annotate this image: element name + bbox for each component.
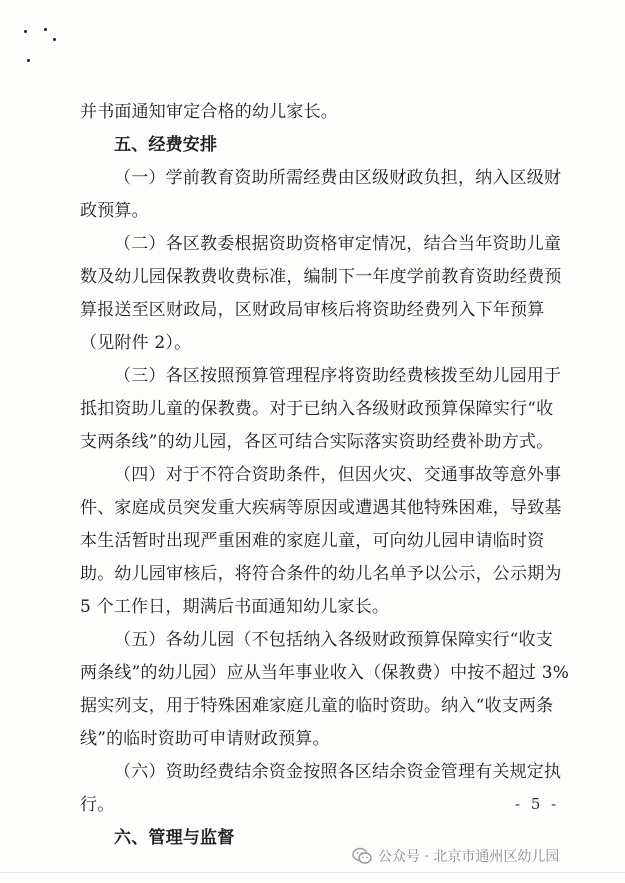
paragraph-line: 算报送至区财政局，区财政局审核后将资助经费列入下年预算 (80, 300, 545, 320)
watermark-text: 公众号 · 北京市通州区幼儿园 (378, 849, 560, 865)
paragraph-line: 本生活暂时出现严重困难的家庭儿童，可向幼儿园申请临时资 (80, 531, 545, 551)
paragraph-line: 支两条线”的幼儿园，各区可结合实际落实资助经费补助方式。 (80, 432, 554, 452)
paragraph-line: （二）各区教委根据资助资格审定情况，结合当年资助儿童 (114, 234, 562, 254)
section-heading: 六、管理与监督 (114, 828, 235, 848)
paragraph-line: 据实列支，用于特殊困难家庭儿童的临时资助。纳入“收支两条 (80, 696, 554, 716)
paragraph-line: 助。幼儿园审核后，将符合条件的幼儿名单予以公示，公示期为 (80, 564, 562, 584)
paragraph-line: 政预算。 (80, 201, 149, 221)
paragraph-line: （五）各幼儿园（不包括纳入各级财政预算保障实行“收支 (114, 630, 553, 650)
paragraph-line: 行。 (80, 795, 115, 815)
paragraph-line: （三）各区按照预算管理程序将资助经费核拨至幼儿园用于 (114, 366, 562, 386)
document-body (80, 96, 570, 855)
paragraph-line: （一）学前教育资助所需经费由区级财政负担，纳入区级财 (114, 168, 562, 188)
paragraph-line: 数及幼儿园保教费收费标准，编制下一年度学前教育资助经费预 (80, 267, 562, 287)
paragraph-line: （六）资助经费结余资金按照各区结余资金管理有关规定执 (114, 762, 562, 782)
paragraph-line: 并书面通知审定合格的幼儿家长。 (80, 102, 338, 122)
wechat-icon (352, 847, 372, 865)
paragraph-line: 线”的临时资助可申请财政预算。 (80, 729, 330, 749)
paragraph-line: 抵扣资助儿童的保教费。对于已纳入各级财政预算保障实行“收 (80, 399, 554, 419)
paragraph-line: 两条线”的幼儿园）应从当年事业收入（保教费）中按不超过 3% (80, 663, 570, 683)
section-heading: 五、经费安排 (114, 135, 218, 155)
paragraph-line: （四）对于不符合资助条件，但因火灾、交通事故等意外事 (114, 465, 562, 485)
page-number: - 5 - (515, 795, 560, 813)
paragraph-line: 5 个工作日，期满后书面通知幼儿家长。 (80, 597, 390, 617)
watermark (352, 844, 559, 868)
paragraph-line: 件、家庭成员突发重大疾病等原因或遭遇其他特殊困难，导致基 (80, 498, 562, 518)
bottom-rule (0, 872, 625, 873)
paragraph-line: （见附件 2）。 (80, 333, 192, 353)
